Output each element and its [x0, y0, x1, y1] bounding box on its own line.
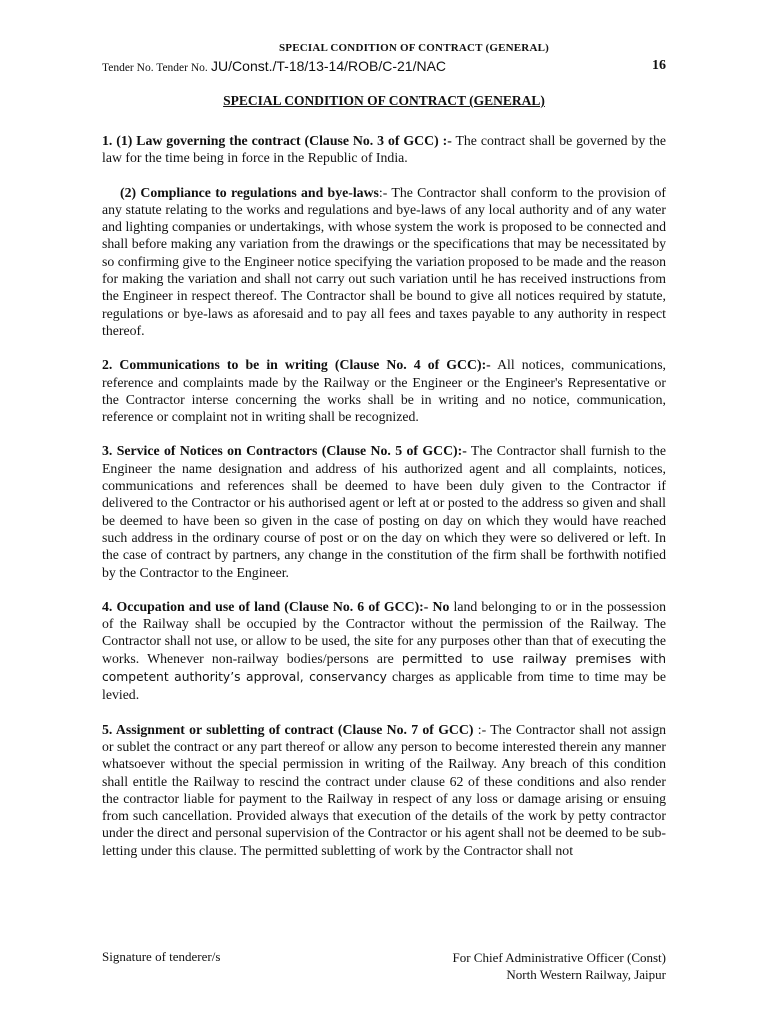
clause-text: The Contractor shall furnish to the Engineer the name designation and address of his authorized agent and all complaints, notices, communications and references shall be deemed to have been duly given to the Contractor if delivered to the Contractor or his authorised agent or left at or posted to the address so given and shall be deemed to have been so given in the case of posting on day on which they would have reached such address in the ordinary course of post or on the day on which they were so delivered or left. In the case of contract by partners, any change in the constitution of the firm shall be forthwith notified by the Contractor to the Engineer.: [102, 443, 666, 580]
tenderer-signature-label: Signature of tenderer/s: [102, 949, 221, 964]
clause-text: The contract shall be governed by the law for the time being in force in the Republic of India.: [102, 133, 667, 166]
clause-3: [102, 442, 666, 580]
clause-text: land belonging to or in the possession of the Railway shall be occupied by the Contractor without the permission of the Railway. The Contractor shall not use, or allow to be used, the site for any purposes other than that of executing the works. Whenever non-railway bodies/persons are: [102, 598, 666, 666]
clause-heading: 5. Assignment or subletting of contract (Clause No. 7 of GCC): [102, 721, 474, 737]
document-body: [102, 132, 666, 859]
clause-text: All notices, communications, reference and complaints made by the Railway or the Engineer or the Engineer's Representative or the Contractor interse concerning the works shall be in writing and no notice, communication, reference or complaint not in writing shall be recognized.: [102, 357, 667, 425]
clause-1-1: [102, 132, 666, 167]
tender-line: [102, 58, 666, 75]
running-title: SPECIAL CONDITION OF CONTRACT (GENERAL): [278, 42, 549, 54]
clause-heading: 3. Service of Notices on Contractors (Clause No. 5 of GCC):-: [102, 443, 467, 459]
document-title: SPECIAL CONDITION OF CONTRACT (GENERAL): [223, 93, 545, 108]
clause-4: [102, 598, 666, 704]
clause-heading: (2) Compliance to regulations and bye-laws: [120, 184, 379, 200]
clause-text: :- The Contractor shall conform to the provision of any statute relating to the works and regulations and bye-laws of any local authority and of any water and lighting companies or undertakings, with whose system the work is proposed to be connected and shall before making any variation from the drawings or the specifications that may be necessitated by so confirming give to the Engineer notice specifying the variation proposed to be made and the reason for making the variation and shall not carry out such variation until he has received instructions from the Engineer in respect thereof. The Contractor shall be bound to give all notices required by statute, regulations or bye-laws as aforesaid and to pay all fees and taxes payable to any authority in respect thereof.: [102, 184, 666, 338]
tender-number: JU/Const./T-18/13-14/ROB/C-21/NAC: [211, 58, 447, 74]
clause-heading: 4. Occupation and use of land (Clause No. 6 of GCC):- No: [102, 598, 450, 614]
officer-title: For Chief Administrative Officer (Const): [452, 950, 666, 965]
page-number: 16: [652, 58, 666, 73]
clause-heading: 2. Communications to be in writing (Clause No. 4 of GCC):-: [102, 357, 491, 373]
clause-text: charges as applicable from time to time may be levied.: [102, 669, 667, 703]
officer-organization: North Western Railway, Jaipur: [506, 967, 666, 982]
clause-text-alt-font: permitted to use railway premises with competent authority’s approval, conservancy: [102, 651, 666, 685]
clause-2: [102, 356, 666, 425]
clause-5: [102, 721, 666, 859]
tender-label: Tender No. Tender No.: [102, 62, 208, 74]
officer-signature-block: [420, 949, 666, 983]
clause-heading: 1. (1) Law governing the contract (Clause No. 3 of GCC) :-: [102, 133, 452, 148]
clause-1-2: [102, 184, 666, 340]
clause-text: :- The Contractor shall not assign or sublet the contract or any part thereof or allow any person to become interested therein any manner whatsoever without the special permission in writing of the Railway. Any breach of this condition shall entitle the Railway to rescind the contract under clause 62 of these conditions and also render the contractor liable for payment to the Railway in respect of any loss or damage arising or ensuing from such cancellation. Provided always that execution of the details of the work by petty contractor under the direct and personal supervision of the Contractor or his agent shall not be deemed to be sub-letting under this clause. The permitted subletting of work by the Contractor shall not: [102, 721, 666, 858]
